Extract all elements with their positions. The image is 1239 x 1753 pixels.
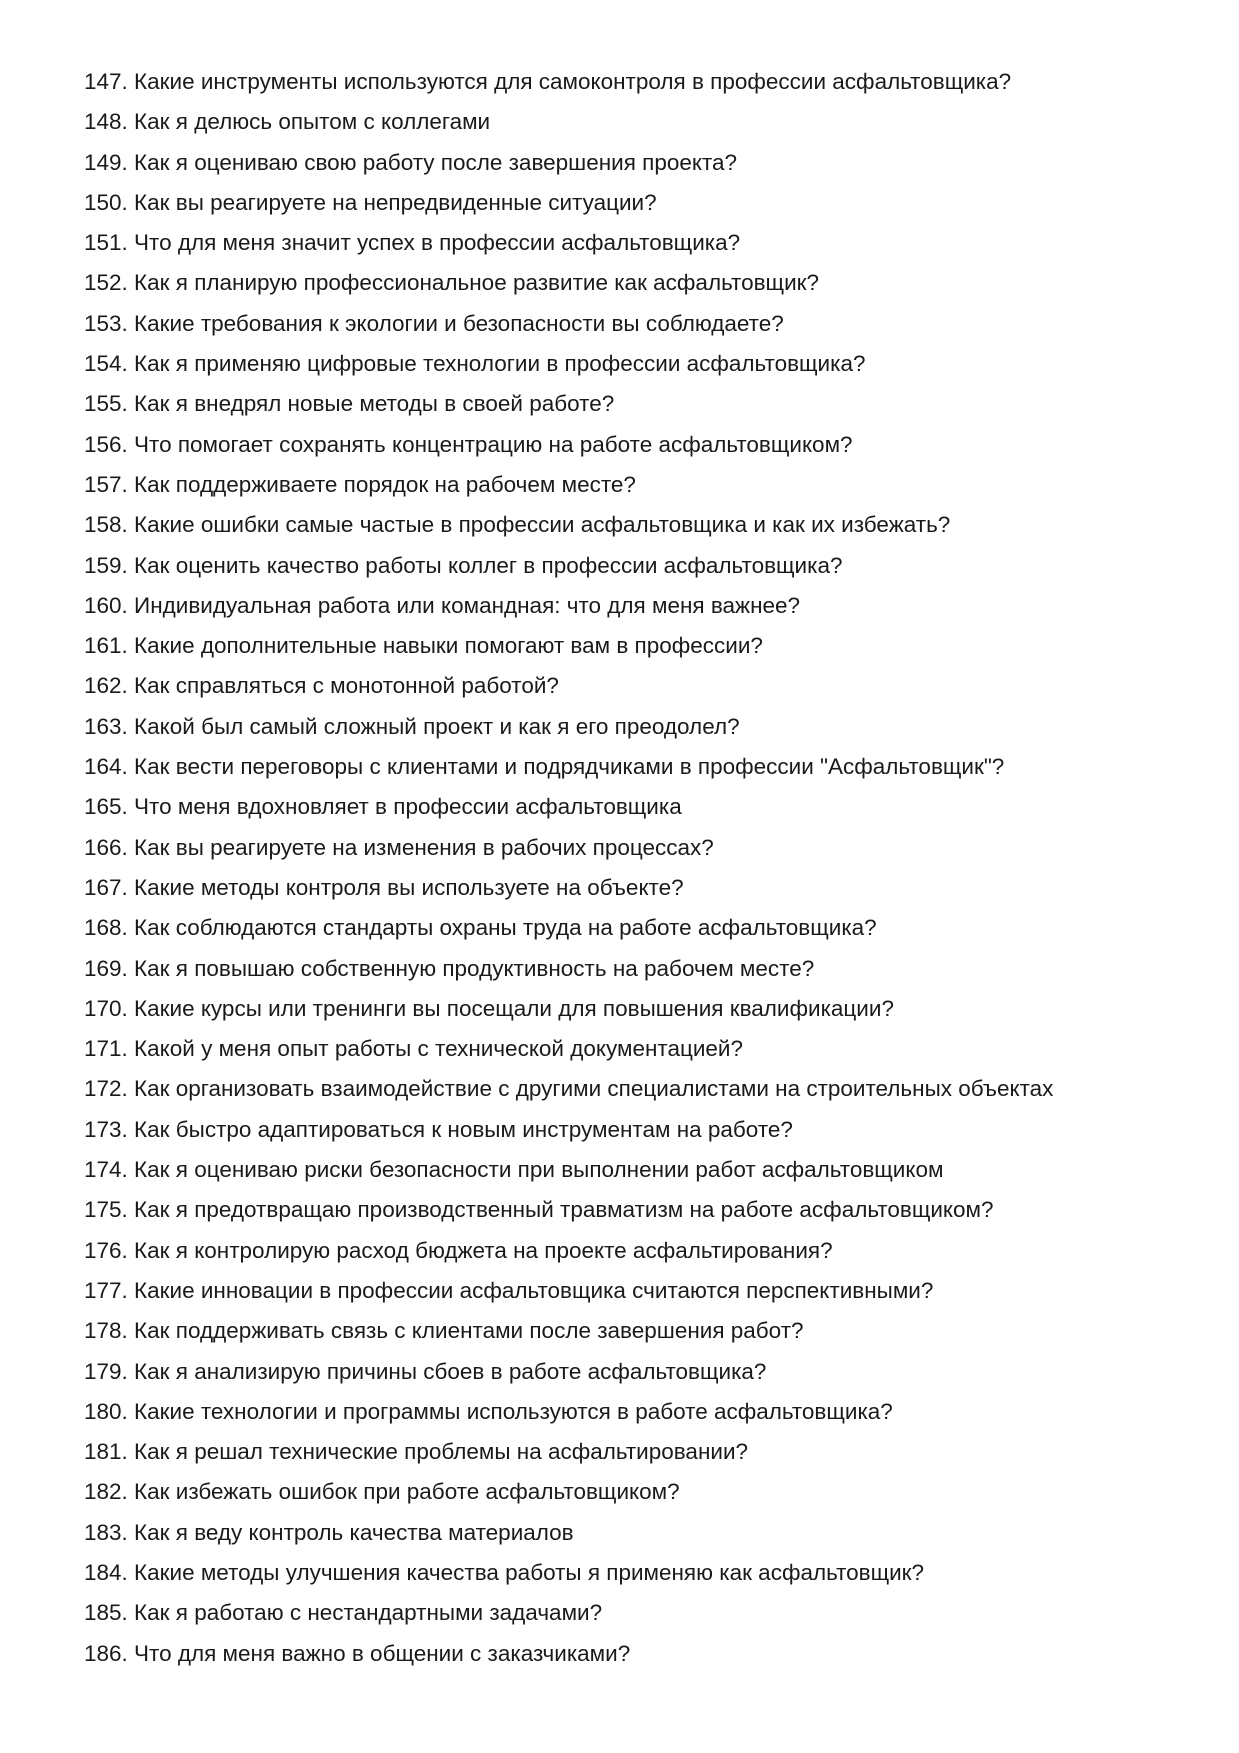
list-item: 185. Как я работаю с нестандартными задачами? (84, 1600, 603, 1626)
list-item: 169. Как я повышаю собственную продуктивность на рабочем месте? (84, 955, 815, 981)
list-item: 150. Как вы реагируете на непредвиденные ситуации? (84, 189, 657, 215)
list-item: 171. Какой у меня опыт работы с технической документацией? (84, 1036, 744, 1062)
list-item: 148. Как я делюсь опытом с коллегами (84, 109, 491, 135)
list-item: 176. Как я контролирую расход бюджета на проекте асфальтирования? (84, 1237, 833, 1263)
list-item: 158. Какие ошибки самые частые в профессии асфальтовщика и как их избежать? (84, 512, 951, 538)
list-item: 175. Как я предотвращаю производственный травматизм на работе асфальтовщиком? (84, 1197, 994, 1223)
list-item: 153. Какие требования к экологии и безопасности вы соблюдаете? (84, 310, 784, 336)
list-item: 161. Какие дополнительные навыки помогают вам в профессии? (84, 633, 763, 659)
list-item: 170. Какие курсы или тренинги вы посещали для повышения квалификации? (84, 995, 894, 1021)
list-item: 167. Какие методы контроля вы используете на объекте? (84, 874, 684, 900)
list-item: 178. Как поддерживать связь с клиентами после завершения работ? (84, 1318, 804, 1344)
list-item: 165. Что меня вдохновляет в профессии асфальтовщика (84, 794, 682, 820)
list-item: 181. Как я решал технические проблемы на асфальтировании? (84, 1439, 749, 1465)
list-item: 166. Как вы реагируете на изменения в рабочих процессах? (84, 834, 714, 860)
list-item: 184. Какие методы улучшения качества работы я применяю как асфальтовщик? (84, 1559, 925, 1585)
list-item: 154. Как я применяю цифровые технологии в профессии асфальтовщика? (84, 351, 866, 377)
list-item: 164. Как вести переговоры с клиентами и подрядчиками в профессии "Асфальтовщик"? (84, 754, 1005, 780)
list-item: 168. Как соблюдаются стандарты охраны труда на работе асфальтовщика? (84, 915, 877, 941)
list-item: 183. Как я веду контроль качества материалов (84, 1519, 574, 1545)
list-item: 151. Что для меня значит успех в профессии асфальтовщика? (84, 230, 741, 256)
list-item: 155. Как я внедрял новые методы в своей работе? (84, 391, 615, 417)
list-item: 160. Индивидуальная работа или командная: что для меня важнее? (84, 592, 801, 618)
list-item: 156. Что помогает сохранять концентрацию на работе асфальтовщиком? (84, 431, 853, 457)
list-item: 182. Как избежать ошибок при работе асфальтовщиком? (84, 1479, 680, 1505)
list-item: 179. Как я анализирую причины сбоев в работе асфальтовщика? (84, 1358, 767, 1384)
list-item: 163. Какой был самый сложный проект и как я его преодолел? (84, 713, 740, 739)
list-item: 173. Как быстро адаптироваться к новым инструментам на работе? (84, 1116, 793, 1142)
list-item: 186. Что для меня важно в общении с заказчиками? (84, 1640, 631, 1666)
list-item: 162. Как справляться с монотонной работой? (84, 673, 559, 699)
list-item: 149. Как я оцениваю свою работу после завершения проекта? (84, 149, 738, 175)
list-item: 174. Как я оцениваю риски безопасности при выполнении работ асфальтовщиком (84, 1157, 944, 1183)
list-item: 157. Как поддерживаете порядок на рабочем месте? (84, 471, 636, 497)
list-item: 177. Какие инновации в профессии асфальтовщика считаются перспективными? (84, 1277, 934, 1303)
list-item: 180. Какие технологии и программы используются в работе асфальтовщика? (84, 1398, 893, 1424)
list-item: 152. Как я планирую профессиональное развитие как асфальтовщик? (84, 270, 819, 296)
list-item: 159. Как оценить качество работы коллег в профессии асфальтовщика? (84, 552, 843, 578)
list-item: 147. Какие инструменты используются для самоконтроля в профессии асфальтовщика? (84, 69, 1012, 94)
list-item: 172. Как организовать взаимодействие с другими специалистами на строительных объектах (84, 1076, 1054, 1102)
question-list (84, 62, 1053, 1674)
